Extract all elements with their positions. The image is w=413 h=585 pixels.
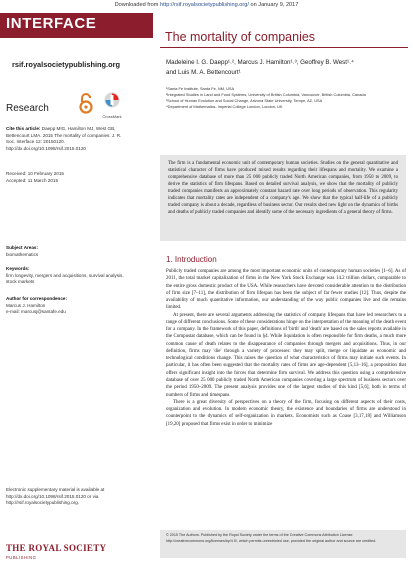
- dates-block: [6, 171, 126, 184]
- correspondence-heading: Author for correspondence:: [6, 296, 67, 301]
- keywords-value: firm longevity, mergers and acquisitions, survival analysis, stock markets: [6, 272, 124, 285]
- authors-line-2: and Luis M. A. Bettencourt¹: [166, 68, 241, 76]
- body-paragraph: At present, there are several arguments addressing the statistics of company lifespans that have led researchers to a range of different conclusions. Some of these considerations hinge on the interpretation of the meaning of the death event for a company. In the framework of this paper, definitions of 'birth' and 'death' are based on the sales reports available in the Compustat database, which can be found in §4. While liquidation is often responsible for firm deaths, a much more common cause of death relates to the disappearance of companies through mergers and acquisitions. Thus, in our definition, firms may 'die' through a variety of processes: they may split, merge or liquidate as economic and technological conditions change. This raises the question of what characteristics of firms may initiate such events. In particular, it has often been suggested that the mortality rates of firms are age-dependent [5,13–16], a proposition that offers significant insight into the forces that determine firm survival. We address this question using a comprehensive database of over 25 000 publicly traded North American companies covering a large spectrum of business sectors over the period 1950–2009. The present analysis provides one of the largest studies of this kind [5,6], both in terms of numbers of firms and timespans.: [166, 312, 406, 398]
- article-body: [166, 268, 406, 428]
- publisher-logo: THE ROYAL SOCIETY: [6, 543, 107, 553]
- subject-areas-block: [6, 245, 126, 258]
- received-date: Received: 10 February 2015: [6, 171, 64, 176]
- journal-name: INTERFACE: [6, 15, 97, 32]
- correspondence-email[interactable]: e-mail: marcusj@santafe.edu: [6, 309, 66, 315]
- cite-label: Cite this article:: [6, 126, 41, 131]
- affiliation-4: ⁴Department of Mathematics, Imperial College London, London, UK: [166, 103, 283, 109]
- cite-text: Daepp MIG, Hamilton MJ, West GB, Bettencourt LMA. 2015 The mortality of companies. J. R. Soc. Interface 12: 20150120. http://dx.doi.org/10.1098/rsif.2015.0120: [6, 126, 122, 151]
- body-paragraph: There is a great diversity of perspectives on a theory of the firm, focusing on different aspects of their costs, organization and evolution. In modern economic theory, the existence and boundaries of firms are understood in counterpoint to the dynamics of self-organization in markets. Economists such as Coase [3,17,18] and Williamson [19,20] proposed that firms exist in order to minimize: [166, 399, 406, 427]
- download-suffix: on January 9, 2017: [248, 2, 299, 8]
- crossmark-icon: [104, 92, 120, 108]
- affiliation-3: ³School of Human Evolution and Social Change, Arizona State University, Tempe, AZ, USA: [166, 97, 323, 103]
- correspondence-block: [6, 296, 126, 316]
- crossmark-label: CrossMark: [102, 114, 122, 119]
- subject-areas-value: biomathematics: [6, 251, 39, 257]
- license-box: © 2015 The Authors. Published by the Royal Society under the terms of the Creative Commons Attribution License http://creativecommons.org/licenses/by/4.0/, which permits unrestricted use, provided the original author and source are credited.: [160, 530, 406, 558]
- accepted-date: Accepted: 11 March 2015: [6, 177, 59, 183]
- article-type: Research: [6, 103, 49, 114]
- publisher-sub: PUBLISHING: [6, 555, 37, 560]
- keywords-block: [6, 266, 126, 286]
- download-url-link[interactable]: http://rsif.royalsocietypublishing.org/: [160, 2, 249, 8]
- title-divider: [160, 47, 408, 48]
- authors-line-1: Madeleine I. G. Daepp¹˒², Marcus J. Hamilton¹˒³, Geoffrey B. West¹˒⁴: [166, 59, 354, 66]
- correspondence-name: Marcus J. Hamilton: [6, 302, 46, 308]
- abstract-box: The firm is a fundamental economic unit of contemporary human societies. Studies on the general quantitative and statistical character of firms have produced mixed results regarding their lifespans and mortality. We examine a comprehensive database of more than 25 000 publicly traded North American companies, from 1950 to 2009, to derive the statistics of firm lifespans. Based on detailed survival analysis, we show that the mortality of publicly traded companies manifests an approximately constant hazard rate over long periods of observation. This regularity indicates that mortality rates are independent of a company's age. We show that the typical half-life of a publicly traded company is about a decade, regardless of business sector. Our results shed new light on the dynamics of births and deaths of publicly traded companies and identify some of the necessary ingredients of a general theory of firms.: [160, 155, 406, 241]
- article-title: The mortality of companies: [165, 30, 316, 44]
- citation-block: [6, 126, 126, 153]
- keywords-heading: Keywords:: [6, 266, 30, 271]
- download-notice: [0, 2, 413, 8]
- section-heading-introduction: 1. Introduction: [166, 255, 217, 264]
- crossmark-badge[interactable]: [101, 92, 123, 118]
- download-prefix: Downloaded from: [114, 2, 161, 8]
- affiliations: [166, 86, 406, 109]
- body-paragraph: Publicly traded companies are among the most important economic units of contemporary human societies [1–6]. As of 2011, the total market capitalization of firms in the New York Stock Exchange was 14.2 trillion dollars, comparable to the entire gross domestic product of the USA. While researchers have devoted considerable attention to the distribution of firm size [7–11], the distribution of firm lifespan has been the subject of far fewer studies [12]. Thus, despite the availability of much quantitative information, our understanding of the way public companies live and die remains limited.: [166, 269, 406, 311]
- subject-areas-heading: Subject Areas:: [6, 245, 38, 250]
- supplementary-note: Electronic supplementary material is available at http://dx.doi.org/10.1098/rsif.2015.0120 or via http://rsif.royalsocietypublishing.org.: [6, 487, 105, 506]
- affiliation-1: ¹Santa Fe Institute, Santa Fe, NM, USA: [166, 86, 235, 91]
- affiliation-2: ²Integrated Studies in Land and Food Systems, University of British Columbia, Vancouver, British Columbia, Canada: [166, 91, 366, 97]
- author-list: [166, 58, 406, 77]
- journal-site-link[interactable]: rsif.royalsocietypublishing.org: [12, 60, 121, 69]
- open-access-lock-icon: [79, 92, 93, 114]
